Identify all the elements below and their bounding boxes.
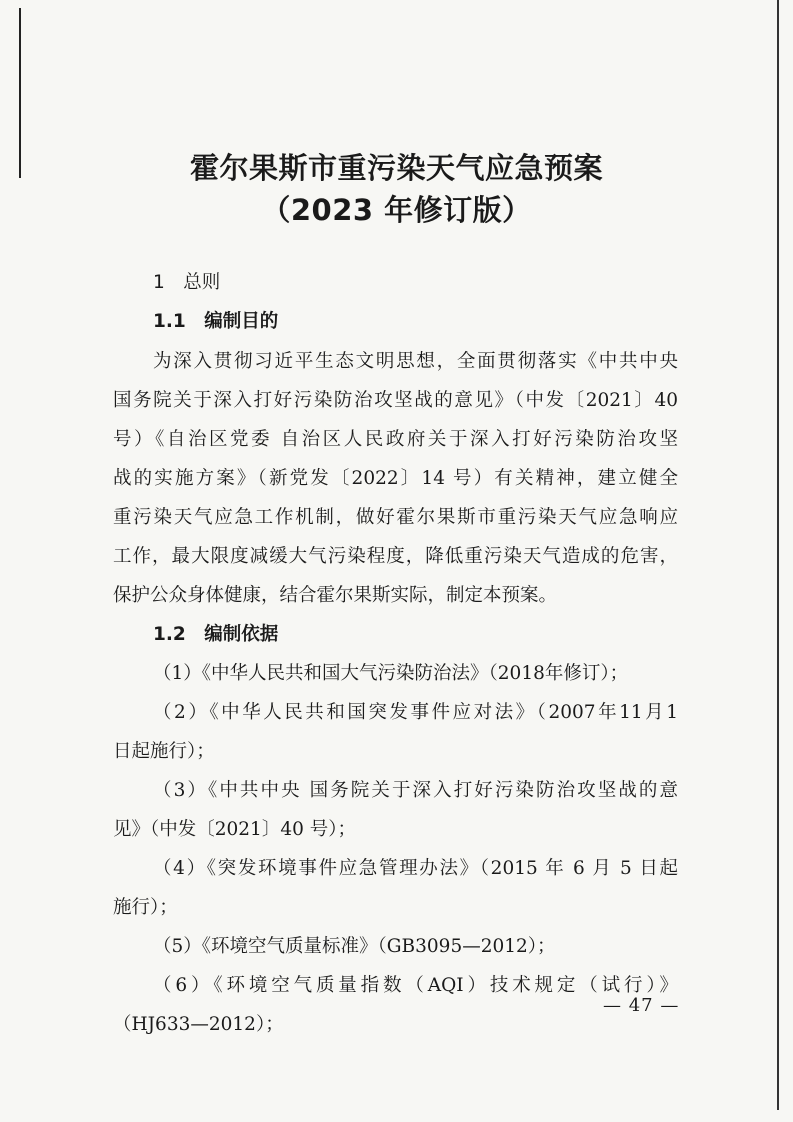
basis-item: （6）《环境空气质量指数（AQI）技术规定（试行）》 [153,975,678,996]
paragraph-line: 号）《自治区党委 自治区人民政府关于深入打好污染防治攻坚 [113,429,678,450]
basis-item: （1）《中华人民共和国大气污染防治法》（2018年修订）； [153,663,629,684]
basis-item: （HJ633—2012）； [113,1014,284,1035]
basis-item: （4）《突发环境事件应急管理办法》（2015 年 6 月 5 日起 [153,858,678,879]
paragraph-line: 战的实施方案》（新党发〔2022〕14 号）有关精神，建立健全 [113,468,678,489]
paragraph-line: 重污染天气应急工作机制，做好霍尔果斯市重污染天气应急响应 [113,507,678,528]
section-heading-basis: 1.2 编制依据 [153,624,279,645]
paragraph-line: 为深入贯彻习近平生态文明思想，全面贯彻落实《中共中央 [153,351,678,372]
section-heading-purpose: 1.1 编制目的 [153,311,279,332]
basis-item: （5）《环境空气质量标准》（GB3095—2012）； [153,936,556,957]
section-heading-general: 1 总则 [153,272,221,293]
basis-item: （3）《中共中央 国务院关于深入打好污染防治攻坚战的意 [153,780,678,801]
document-subtitle: （2023 年修订版） [261,193,532,227]
basis-item: 见》（中发〔2021〕40 号）； [113,819,357,840]
basis-item: 施行）； [113,897,178,918]
document-title: 霍尔果斯市重污染天气应急预案 [189,151,603,185]
basis-item: （2）《中华人民共和国突发事件应对法》（2007年11月1 [153,702,678,723]
paragraph-line: 工作，最大限度减缓大气污染程度，降低重污染天气造成的危害， [113,546,678,567]
page-number: — 47 — [603,995,680,1016]
paragraph-line: 保护公众身体健康，结合霍尔果斯实际，制定本预案。 [113,585,558,606]
paragraph-line: 国务院关于深入打好污染防治攻坚战的意见》（中发〔2021〕40 [113,390,678,411]
basis-item: 日起施行）； [113,741,215,762]
